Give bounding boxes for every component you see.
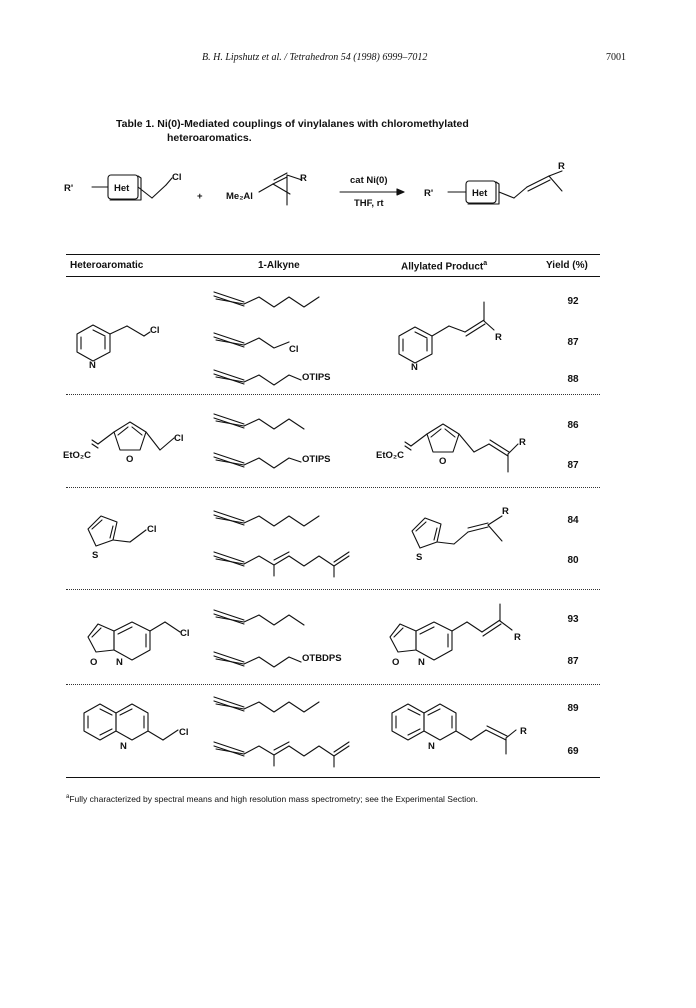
quinoline-reactant (84, 704, 178, 740)
scheme-vinylalane (259, 173, 302, 205)
label-n: N (428, 741, 435, 752)
label-s: S (92, 550, 99, 561)
yield-value: 93 (567, 614, 579, 625)
column-header-yield: Yield (%) (546, 260, 588, 271)
yield-value: 88 (567, 374, 579, 385)
label-r: R (514, 632, 521, 643)
label-r: R (495, 332, 502, 343)
product-header-text: Allylated Product (401, 261, 484, 273)
product-header-mark: a (483, 260, 488, 267)
pyridine-product (399, 302, 494, 363)
yield-value: 89 (567, 703, 579, 714)
alkyne-otbdps (214, 652, 301, 667)
yield-value: 84 (567, 515, 579, 526)
label-o: O (90, 657, 98, 668)
scheme-arrow (340, 189, 404, 195)
yield-value: 69 (567, 746, 579, 757)
label-cl: Cl (147, 524, 157, 535)
label-eto2c: EtO₂C (63, 450, 91, 461)
alkyne-geranyl-2 (214, 742, 349, 767)
column-header-alkyne: 1-Alkyne (258, 260, 300, 271)
scheme-plus: + (197, 191, 203, 202)
table-caption-line2: heteroaromatics. (167, 132, 252, 144)
label-s: S (416, 552, 423, 563)
table-caption-line1: Table 1. Ni(0)-Mediated couplings of vinylalanes with chloromethylated (116, 118, 469, 130)
label-r: R (502, 506, 509, 517)
yield-value: 87 (567, 460, 579, 471)
scheme-het-right: Het (472, 188, 488, 199)
label-r: R (519, 437, 526, 448)
label-o: O (439, 456, 447, 467)
label-n: N (418, 657, 425, 668)
label-otbdps: OTBDPS (302, 653, 342, 664)
scheme-conditions-top: cat Ni(0) (350, 175, 388, 186)
running-header: B. H. Lipshutz et al. / Tetrahedron 54 (1998) 6999–7012 (202, 52, 428, 63)
scheme-r-right: R (558, 161, 565, 172)
label-n: N (411, 362, 418, 373)
table-footnote: $^a$Fully characterized by spectral means and high resolution mass spectrometry; see the Experimental Section. (66, 794, 479, 804)
furopyridine-reactant (88, 622, 180, 660)
label-o: O (126, 454, 134, 465)
scheme-me2al: Me₂Al (226, 191, 253, 202)
label-cl: Cl (150, 325, 160, 336)
alkyne-chloropentyne (214, 333, 289, 348)
label-n: N (116, 657, 123, 668)
alkyne-octyne-2 (214, 511, 319, 526)
thiophene-reactant (88, 516, 146, 546)
pyridine-reactant (77, 325, 150, 361)
yield-value: 87 (567, 656, 579, 667)
scheme-product (448, 171, 562, 204)
label-n: N (89, 360, 96, 371)
scheme-het-left: Het (114, 183, 130, 194)
alkyne-octyne-3 (214, 697, 319, 712)
alkyne-geranyl (214, 552, 349, 577)
label-o: O (392, 657, 400, 668)
footnote-text: Fully characterized by spectral means and high resolution mass spectrometry; see the Experimental Section. (69, 794, 479, 804)
alkyne-octyne (214, 292, 319, 307)
alkyne-heptyne-2 (214, 610, 304, 625)
label-cl: Cl (174, 433, 184, 444)
furopyridine-product (390, 604, 512, 660)
column-header-heteroaromatic: Heteroaromatic (70, 260, 144, 271)
label-r: R (520, 726, 527, 737)
scheme-het-reactant (92, 175, 172, 200)
yield-value: 80 (567, 555, 579, 566)
scheme-rprime-right: R' (424, 188, 434, 199)
furan-ester-product (405, 424, 518, 472)
page-number: 7001 (606, 52, 626, 63)
scheme-cl: Cl (172, 172, 182, 183)
yield-value: 86 (567, 420, 579, 431)
furan-ester-reactant (92, 422, 174, 450)
quinoline-product (392, 704, 516, 754)
label-n: N (120, 741, 127, 752)
scheme-conditions-bottom: THF, rt (354, 198, 384, 209)
yield-value: 87 (567, 337, 579, 348)
label-otips: OTIPS (302, 454, 331, 465)
thiophene-product (412, 516, 502, 548)
label-cl: Cl (180, 628, 190, 639)
alkyne-otips-pyr (214, 370, 301, 385)
label-otips: OTIPS (302, 372, 331, 383)
yield-value: 92 (567, 296, 579, 307)
alkyne-otips-furan (214, 453, 301, 468)
alkyne-heptyne (214, 414, 304, 429)
scheme-rprime-left: R' (64, 183, 74, 194)
label-cl: Cl (179, 727, 189, 738)
scheme-r-left: R (300, 173, 307, 184)
label-eto2c: EtO₂C (376, 450, 404, 461)
label-cl: Cl (289, 344, 299, 355)
